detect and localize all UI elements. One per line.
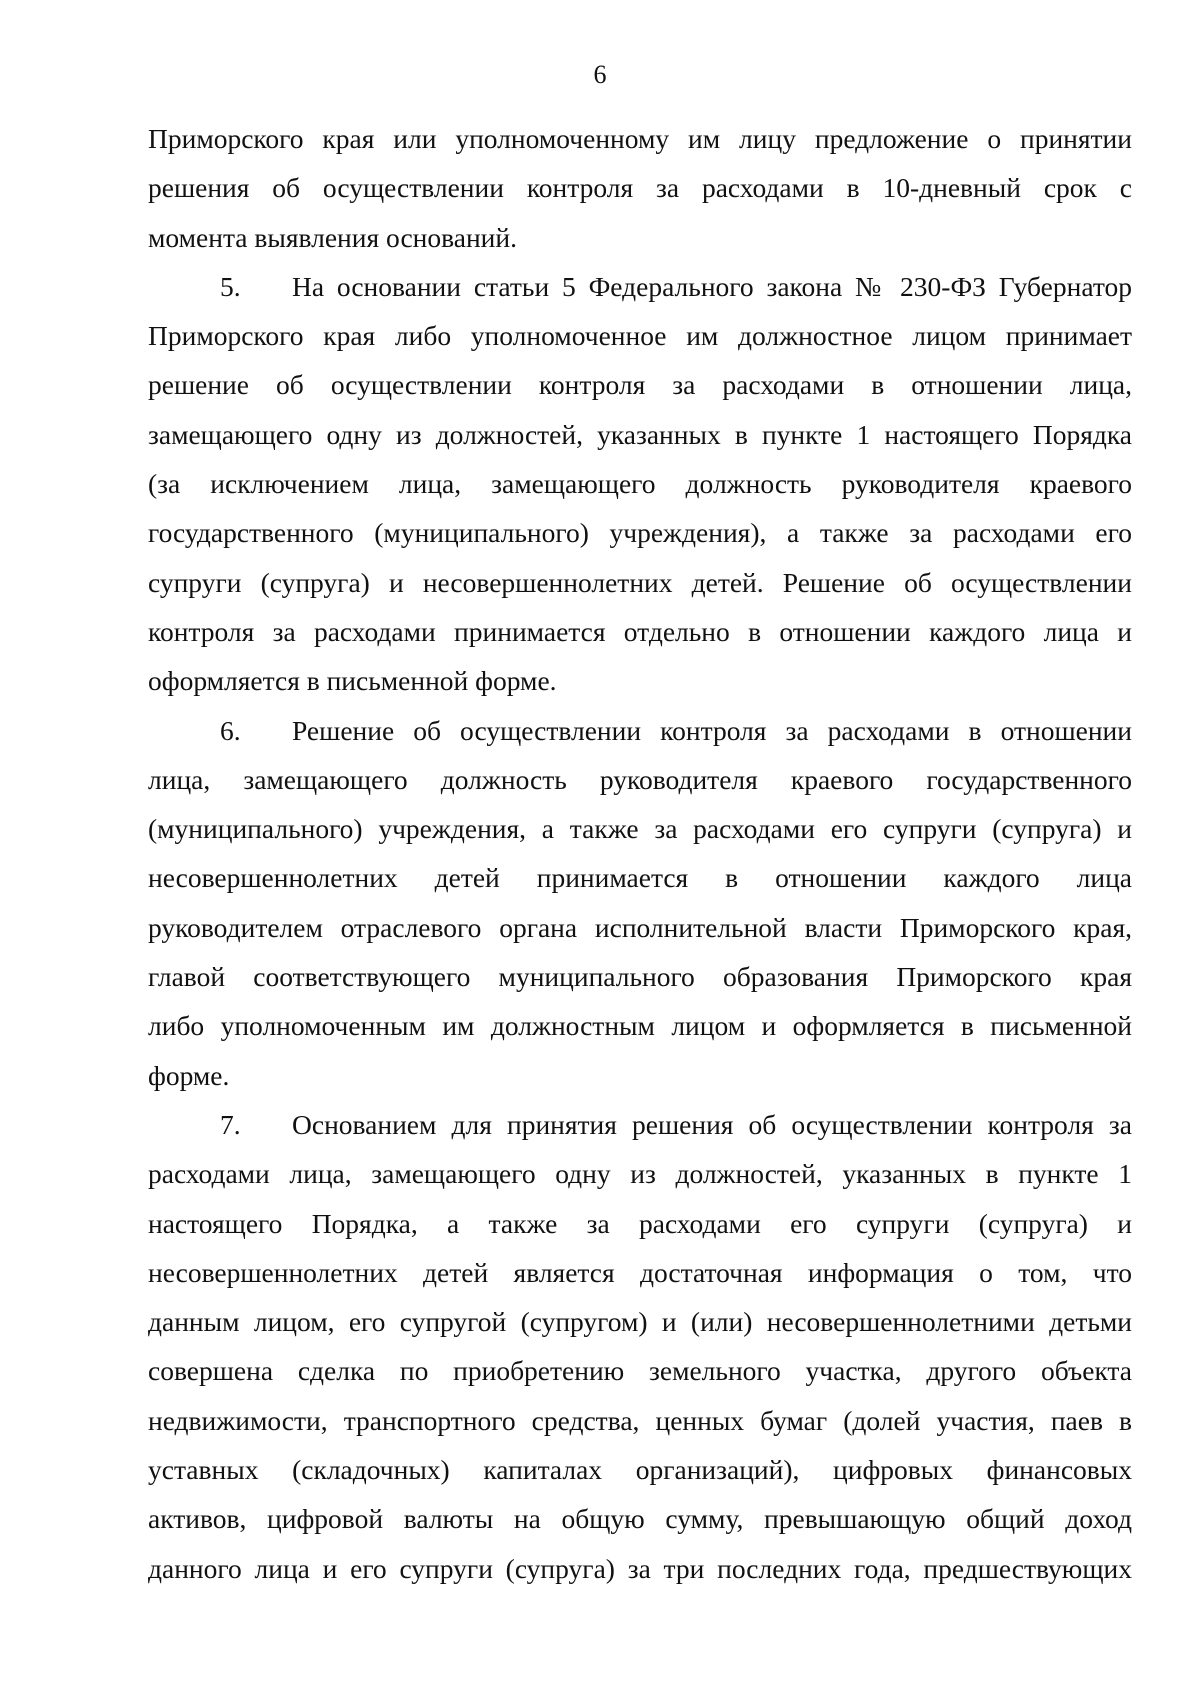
text-line: форме. <box>148 1059 230 1091</box>
text-line: Приморского края либо уполномоченное им должностное лицом принимает <box>148 320 1132 352</box>
text-line: данного лица и его супруги (супруга) за три последних года, предшествующих <box>148 1552 1132 1584</box>
text-line: либо уполномоченным им должностным лицом и оформляется в письменной <box>148 1010 1132 1042</box>
paragraph-text: Решение об осуществлении контроля за расходами в отношении <box>292 714 1132 746</box>
text-line: недвижимости, транспортного средства, ценных бумаг (долей участия, паев в <box>148 1404 1132 1436</box>
text-line: (муниципального) учреждения, а также за расходами его супруги (супруга) и <box>148 813 1132 845</box>
text-line: активов, цифровой валюты на общую сумму, превышающую общий доход <box>148 1503 1132 1535</box>
text-line: момента выявления оснований. <box>148 221 517 253</box>
text-line: данным лицом, его супругой (супругом) и (или) несовершеннолетними детьми <box>148 1306 1132 1338</box>
text-line: совершена сделка по приобретению земельного участка, другого объекта <box>148 1355 1132 1387</box>
page-number: 6 <box>593 60 607 89</box>
text-line: решение об осуществлении контроля за расходами в отношении лица, <box>148 369 1132 401</box>
text-line: лица, замещающего должность руководителя краевого государственного <box>148 763 1132 795</box>
document-body <box>148 114 1132 1593</box>
text-line <box>148 262 1132 311</box>
text-line: государственного (муниципального) учреждения), а также за расходами его <box>148 517 1132 549</box>
paragraph-text: Основанием для принятия решения об осуществлении контроля за <box>292 1108 1132 1140</box>
text-line: Приморского края или уполномоченному им лицу предложение о принятии <box>148 123 1132 154</box>
text-line: настоящего Порядка, а также за расходами его супруги (супруга) и <box>148 1207 1132 1239</box>
text-line <box>148 706 1132 755</box>
paragraph-number: 7. <box>220 1108 241 1140</box>
text-line: супруги (супруга) и несовершеннолетних детей. Решение об осуществлении <box>148 566 1132 598</box>
paragraph-number: 5. <box>220 270 241 302</box>
text-line: уставных (складочных) капиталах организаций), цифровых финансовых <box>148 1454 1132 1486</box>
text-line: несовершеннолетних детей принимается в отношении каждого лица <box>148 862 1132 894</box>
text-line: главой соответствующего муниципального образования Приморского края <box>148 961 1132 993</box>
text-line: расходами лица, замещающего одну из должностей, указанных в пункте 1 <box>148 1158 1132 1190</box>
text-line <box>148 1100 1132 1149</box>
text-line: оформляется в письменной форме. <box>148 665 557 697</box>
text-line: (за исключением лица, замещающего должность руководителя краевого <box>148 468 1132 500</box>
text-line: контроля за расходами принимается отдельно в отношении каждого лица и <box>148 615 1132 647</box>
text-line: руководителем отраслевого органа исполнительной власти Приморского края, <box>148 911 1132 943</box>
paragraph-text: На основании статьи 5 Федерального закона № 230-ФЗ Губернатор <box>292 270 1132 302</box>
text-line: замещающего одну из должностей, указанных в пункте 1 настоящего Порядка <box>148 418 1132 450</box>
text-line: решения об осуществлении контроля за расходами в 10-дневный срок с <box>148 172 1132 204</box>
text-line: несовершеннолетних детей является достаточная информация о том, что <box>148 1256 1132 1288</box>
paragraph-number: 6. <box>220 714 241 746</box>
